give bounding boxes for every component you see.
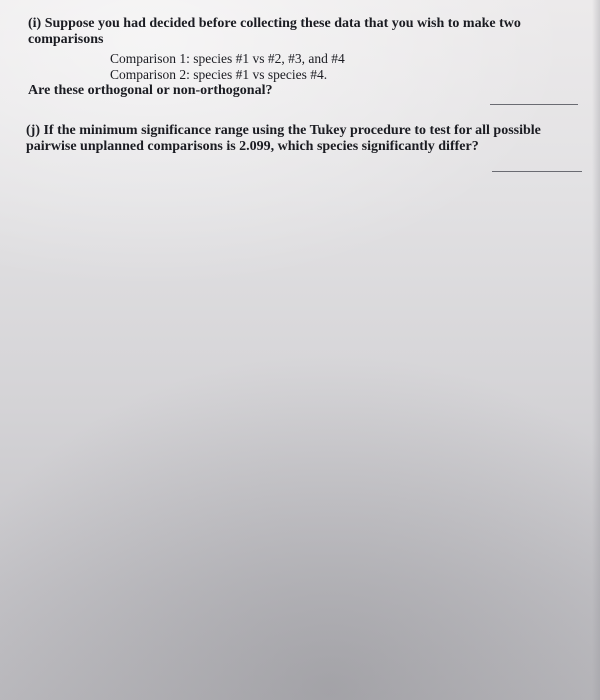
question-j-line-2: pairwise unplanned comparisons is 2.099, which species significantly differ? [26,139,479,154]
answer-blank-i [490,104,578,105]
question-i-prompt: Are these orthogonal or non-orthogonal? [28,83,273,98]
question-i-line-2: comparisons [28,32,104,47]
answer-blank-j [492,171,582,172]
comparison-1: Comparison 1: species #1 vs #2, #3, and #4 [110,51,345,66]
page-edge-shadow [592,0,600,700]
question-i-line-1: (i) Suppose you had decided before collecting these data that you wish to make two [28,16,521,31]
question-j-line-1: (j) If the minimum significance range using the Tukey procedure to test for all possible [26,123,541,138]
comparison-2: Comparison 2: species #1 vs species #4. [110,67,328,82]
